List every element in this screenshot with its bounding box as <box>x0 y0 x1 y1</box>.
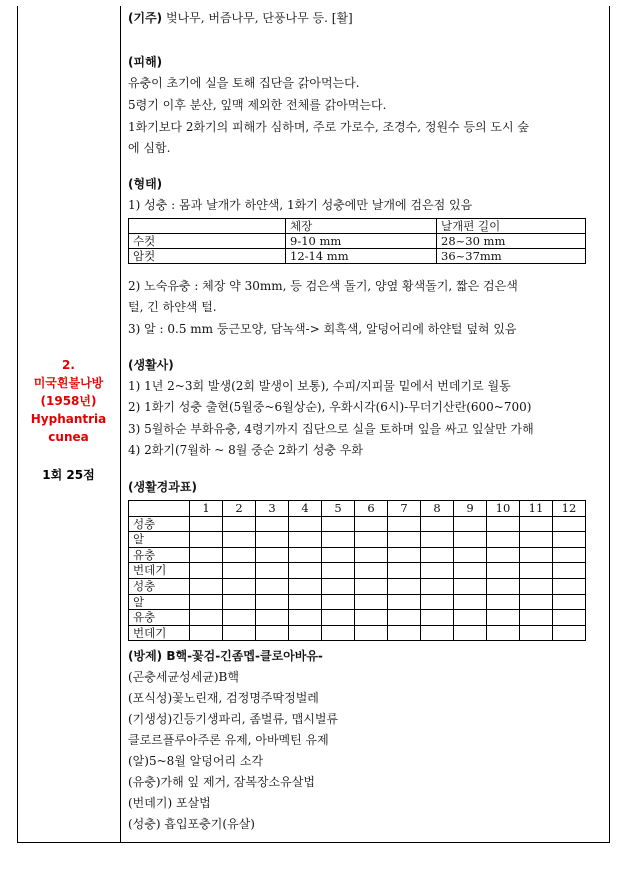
calendar-cell <box>421 516 454 532</box>
calendar-cell <box>355 547 388 563</box>
calendar-cell <box>256 625 289 641</box>
calendar-cell <box>487 625 520 641</box>
calendar-cell <box>256 610 289 626</box>
calendar-cell <box>223 547 256 563</box>
calendar-row <box>129 563 586 579</box>
table-cell: 36~37mm <box>437 249 586 264</box>
calendar-row <box>129 516 586 532</box>
calendar-cell <box>322 532 355 548</box>
damage-line: 유충이 초기에 실을 토해 집단을 갉아먹는다. <box>128 76 360 90</box>
calendar-cell <box>223 516 256 532</box>
calendar-cell <box>355 578 388 594</box>
calendar-cell <box>355 563 388 579</box>
damage-heading: (피해) <box>128 55 163 69</box>
calendar-cell <box>223 578 256 594</box>
life-history-heading: (생활사) <box>128 358 174 372</box>
table-row <box>129 249 586 264</box>
calendar-cell <box>322 594 355 610</box>
calendar-cell <box>289 625 322 641</box>
calendar-cell <box>322 547 355 563</box>
calendar-cell <box>289 578 322 594</box>
calendar-cell <box>454 516 487 532</box>
life-history-line: 4) 2화기(7월하 ~ 8월 중순 2화기 성충 우화 <box>128 443 363 457</box>
calendar-cell <box>355 625 388 641</box>
calendar-cell <box>256 547 289 563</box>
larva-description: 털, 긴 하얀색 털. <box>128 300 217 314</box>
calendar-cell <box>487 516 520 532</box>
calendar-cell <box>553 563 586 579</box>
calendar-row <box>129 578 586 594</box>
calendar-cell <box>421 578 454 594</box>
calendar-row <box>129 625 586 641</box>
table-cell: 수컷 <box>129 234 286 249</box>
species-cell <box>17 356 120 484</box>
calendar-stage-label: 알 <box>129 594 190 610</box>
calendar-cell <box>256 563 289 579</box>
calendar-cell <box>289 547 322 563</box>
control-line: (성충) 흡입포충기(유살) <box>128 817 255 831</box>
larva-description: 2) 노숙유충 : 체장 약 30mm, 등 검은색 돌기, 양옆 황색돌기, 짧은 검은색 <box>128 279 518 293</box>
calendar-cell <box>289 516 322 532</box>
host-line <box>128 10 353 26</box>
calendar-cell <box>355 532 388 548</box>
calendar-cell <box>190 594 223 610</box>
egg-description: 3) 알 : 0.5 mm 둥근모양, 담녹색-> 회흑색, 알덩어리에 하얀털 덮혀 있음 <box>128 322 517 336</box>
table-cell: 28~30 mm <box>437 234 586 249</box>
calendar-cell <box>487 532 520 548</box>
control-line: (알)5~8월 알덩어리 소각 <box>128 754 264 768</box>
calendar-cell <box>487 563 520 579</box>
calendar-month-header: 12 <box>553 501 586 517</box>
calendar-month-header: 10 <box>487 501 520 517</box>
host-text: 벚나무, 버즘나무, 단풍나무 등. [활] <box>162 11 353 25</box>
species-sci-name-2: cunea <box>48 430 89 444</box>
species-sci-name-1: Hyphantria <box>30 412 107 426</box>
calendar-stage-label: 번데기 <box>129 563 190 579</box>
table-cell: 날개편 길이 <box>437 219 586 234</box>
control-line: (곤충세균성세균)B핵 <box>128 670 239 684</box>
calendar-month-header: 6 <box>355 501 388 517</box>
calendar-cell <box>520 625 553 641</box>
damage-line: 5령기 이후 분산, 잎맥 제외한 전체를 갉아먹는다. <box>128 98 387 112</box>
calendar-cell <box>355 516 388 532</box>
life-history-line: 2) 1화기 성충 출현(5월중~6월상순), 우화시각(6시)-무더기산란(600~700) <box>128 400 532 414</box>
calendar-row <box>129 547 586 563</box>
calendar-cell <box>388 563 421 579</box>
calendar-cell <box>322 578 355 594</box>
calendar-month-header: 1 <box>190 501 223 517</box>
calendar-cell <box>388 610 421 626</box>
species-number: 2. <box>62 358 75 372</box>
calendar-stage-label: 성충 <box>129 578 190 594</box>
damage-line: 1화기보다 2화기의 피해가 심하며, 주로 가로수, 조경수, 정원수 등의 도시 숲 <box>128 120 530 134</box>
calendar-cell <box>487 610 520 626</box>
calendar-cell <box>454 610 487 626</box>
control-heading: (방제) B핵-꽃검-긴좀멥-클로아바유- <box>128 649 323 663</box>
calendar-month-header: 11 <box>520 501 553 517</box>
calendar-cell <box>553 516 586 532</box>
calendar-cell <box>289 532 322 548</box>
calendar-stage-label: 유충 <box>129 610 190 626</box>
table-cell: 12-14 mm <box>286 249 437 264</box>
host-heading: (기주) <box>128 11 163 25</box>
calendar-row <box>129 610 586 626</box>
calendar-cell <box>487 594 520 610</box>
species-count: 1회 25점 <box>42 468 95 482</box>
calendar-cell <box>421 625 454 641</box>
calendar-stage-label: 성충 <box>129 516 190 532</box>
calendar-cell <box>256 516 289 532</box>
calendar-cell <box>487 547 520 563</box>
calendar-cell <box>520 610 553 626</box>
column-divider <box>120 6 121 842</box>
calendar-cell <box>553 578 586 594</box>
table-cell: 9-10 mm <box>286 234 437 249</box>
calendar-cell <box>553 594 586 610</box>
table-cell: 암컷 <box>129 249 286 264</box>
species-name-ko: 미국흰불나방 <box>33 376 104 390</box>
calendar-cell <box>322 516 355 532</box>
calendar-cell <box>388 547 421 563</box>
calendar-cell <box>289 563 322 579</box>
calendar-cell <box>388 625 421 641</box>
calendar-header-row <box>129 501 586 517</box>
calendar-cell <box>190 578 223 594</box>
calendar-cell <box>421 547 454 563</box>
calendar-month-header: 8 <box>421 501 454 517</box>
calendar-month-header: 4 <box>289 501 322 517</box>
control-line: 클로르플루아주론 유제, 아바멕틴 유제 <box>128 733 329 747</box>
control-line: (기생성)긴등기생파리, 좀벌류, 맵시벌류 <box>128 712 339 726</box>
calendar-cell <box>454 532 487 548</box>
calendar-cell <box>190 563 223 579</box>
calendar-cell <box>289 610 322 626</box>
calendar-cell <box>520 516 553 532</box>
table-row <box>129 234 586 249</box>
calendar-corner <box>129 501 190 517</box>
calendar-cell <box>223 610 256 626</box>
life-calendar-table <box>128 500 586 641</box>
calendar-month-header: 7 <box>388 501 421 517</box>
calendar-cell <box>322 625 355 641</box>
calendar-cell <box>256 578 289 594</box>
calendar-cell <box>256 594 289 610</box>
calendar-cell <box>223 625 256 641</box>
damage-line: 에 심함. <box>128 141 171 155</box>
calendar-cell <box>454 594 487 610</box>
calendar-cell <box>421 610 454 626</box>
calendar-cell <box>322 563 355 579</box>
calendar-heading: (생활경과표) <box>128 480 197 494</box>
control-line: (유충)가해 잎 제거, 잠복장소유살법 <box>128 775 315 789</box>
calendar-stage-label: 번데기 <box>129 625 190 641</box>
calendar-month-header: 5 <box>322 501 355 517</box>
calendar-cell <box>223 594 256 610</box>
calendar-cell <box>421 532 454 548</box>
calendar-cell <box>487 578 520 594</box>
calendar-cell <box>421 563 454 579</box>
calendar-cell <box>355 610 388 626</box>
calendar-cell <box>388 516 421 532</box>
calendar-cell <box>520 578 553 594</box>
calendar-cell <box>454 625 487 641</box>
calendar-cell <box>388 594 421 610</box>
calendar-cell <box>421 594 454 610</box>
calendar-cell <box>190 516 223 532</box>
calendar-cell <box>388 578 421 594</box>
size-table <box>128 218 586 264</box>
calendar-cell <box>355 594 388 610</box>
calendar-cell <box>388 532 421 548</box>
calendar-stage-label: 유충 <box>129 547 190 563</box>
calendar-cell <box>454 578 487 594</box>
species-year: (1958년) <box>40 394 97 408</box>
calendar-cell <box>322 610 355 626</box>
calendar-cell <box>520 594 553 610</box>
calendar-cell <box>190 610 223 626</box>
table-cell: 체장 <box>286 219 437 234</box>
calendar-cell <box>553 625 586 641</box>
calendar-month-header: 3 <box>256 501 289 517</box>
table-row <box>129 219 586 234</box>
calendar-cell <box>190 547 223 563</box>
morphology-heading: (형태) <box>128 177 163 191</box>
table-cell <box>129 219 286 234</box>
calendar-cell <box>454 547 487 563</box>
calendar-cell <box>289 594 322 610</box>
calendar-row <box>129 594 586 610</box>
calendar-cell <box>520 563 553 579</box>
calendar-cell <box>223 563 256 579</box>
calendar-cell <box>553 532 586 548</box>
calendar-row <box>129 532 586 548</box>
calendar-cell <box>256 532 289 548</box>
calendar-cell <box>190 532 223 548</box>
calendar-cell <box>190 625 223 641</box>
life-history-line: 1) 1년 2~3회 발생(2회 발생이 보통), 수피/지피물 밑에서 번데기로 월동 <box>128 379 511 393</box>
calendar-stage-label: 알 <box>129 532 190 548</box>
calendar-cell <box>520 532 553 548</box>
life-history-line: 3) 5월하순 부화유충, 4령기까지 집단으로 실을 토하며 잎을 싸고 잎살만 가해 <box>128 422 534 436</box>
calendar-cell <box>454 563 487 579</box>
control-line: (번데기) 포살법 <box>128 796 211 810</box>
calendar-month-header: 2 <box>223 501 256 517</box>
calendar-month-header: 9 <box>454 501 487 517</box>
calendar-cell <box>553 547 586 563</box>
adult-description: 1) 성충 : 몸과 날개가 하얀색, 1화기 성충에만 날개에 검은점 있음 <box>128 198 473 212</box>
control-line: (포식성)꽃노린재, 검정명주딱정벌레 <box>128 691 319 705</box>
calendar-cell <box>553 610 586 626</box>
calendar-cell <box>223 532 256 548</box>
calendar-cell <box>520 547 553 563</box>
